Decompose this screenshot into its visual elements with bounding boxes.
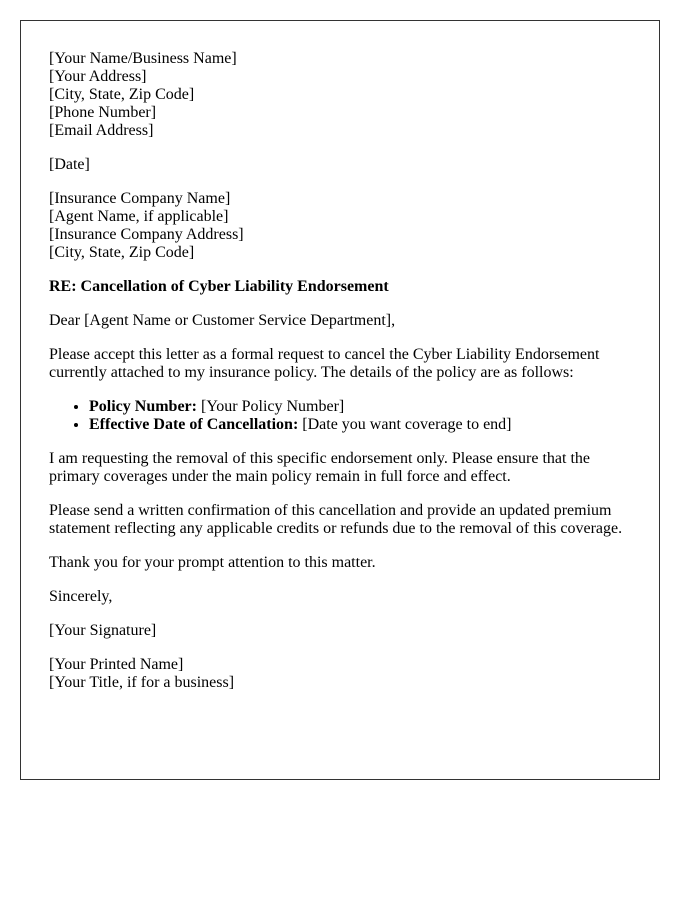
body-paragraph-1: Please accept this letter as a formal request to cancel the Cyber Liability Endorsement currently attached to my insurance policy. The details of the policy are as follows: [49,346,600,381]
policy-number-label: Policy Number: [89,398,197,415]
signer-title: [Your Title, if for a business] [49,674,235,691]
policy-number-value: [Your Policy Number] [196,398,345,415]
sender-email: [Email Address] [49,122,154,139]
signoff-block [49,656,631,692]
effective-date-label: Effective Date of Cancellation: [89,416,299,433]
policy-details-list [49,398,631,434]
body-paragraph-3: Please send a written confirmation of this cancellation and provide an updated premium statement reflecting any applicable credits or refunds due to the removal of this coverage. [49,502,623,537]
recipient-company-address: [Insurance Company Address] [49,226,244,243]
letter-page [20,20,660,780]
recipient-address-block [49,190,631,262]
sender-address-block [49,50,631,140]
body-paragraph-2: I am requesting the removal of this specific endorsement only. Please ensure that the primary coverages under the main policy remain in full force and effect. [49,450,591,485]
body-paragraph-4: Thank you for your prompt attention to this matter. [49,554,376,571]
signature-placeholder: [Your Signature] [49,622,157,639]
sender-phone: [Phone Number] [49,104,157,121]
effective-date-value: [Date you want coverage to end] [298,416,512,433]
sender-name: [Your Name/Business Name] [49,50,237,67]
effective-date-item [89,416,631,434]
salutation: Dear [Agent Name or Customer Service Department], [49,312,396,329]
sender-address: [Your Address] [49,68,147,85]
recipient-city-state-zip: [City, State, Zip Code] [49,244,195,261]
closing: Sincerely, [49,588,113,605]
subject-line: RE: Cancellation of Cyber Liability Endorsement [49,278,389,295]
printed-name: [Your Printed Name] [49,656,184,673]
sender-city-state-zip: [City, State, Zip Code] [49,86,195,103]
recipient-company-name: [Insurance Company Name] [49,190,231,207]
letter-date: [Date] [49,156,90,173]
recipient-agent-name: [Agent Name, if applicable] [49,208,229,225]
policy-number-item [89,398,631,416]
